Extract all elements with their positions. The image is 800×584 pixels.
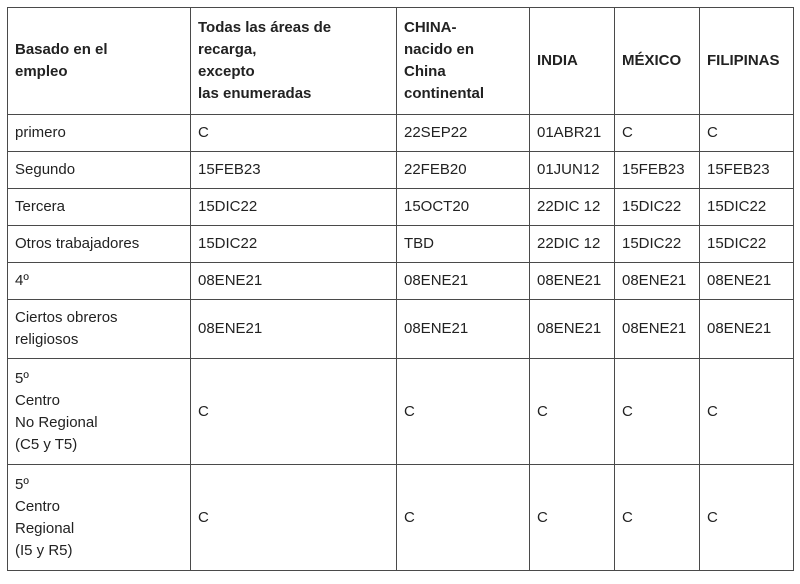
table-row [8, 300, 794, 359]
cell-all-areas: 08ENE21 [191, 263, 397, 300]
header-china: CHINA- nacido en China continental [397, 8, 530, 115]
cell-china: C [397, 465, 530, 571]
cell-india: 22DIC 12 [530, 189, 615, 226]
table-row [8, 152, 794, 189]
header-row [8, 8, 794, 115]
cell-mexico: C [615, 465, 700, 571]
cell-all-areas: 15DIC22 [191, 226, 397, 263]
cell-india: 01JUN12 [530, 152, 615, 189]
cell-philippines: 15DIC22 [700, 226, 794, 263]
cell-china: 22FEB20 [397, 152, 530, 189]
cell-all-areas: 08ENE21 [191, 300, 397, 359]
cell-india: 01ABR21 [530, 115, 615, 152]
cell-india: C [530, 359, 615, 465]
cell-mexico: 15DIC22 [615, 226, 700, 263]
cell-philippines: 08ENE21 [700, 300, 794, 359]
cell-mexico: C [615, 115, 700, 152]
table-row [8, 263, 794, 300]
row-label: primero [8, 115, 191, 152]
row-label: Ciertos obreros religiosos [8, 300, 191, 359]
cell-all-areas: 15DIC22 [191, 189, 397, 226]
cell-philippines: C [700, 359, 794, 465]
cell-mexico: 08ENE21 [615, 300, 700, 359]
header-india: INDIA [530, 8, 615, 115]
table-row [8, 226, 794, 263]
cell-china: 22SEP22 [397, 115, 530, 152]
cell-mexico: C [615, 359, 700, 465]
header-category: Basado en el empleo [8, 8, 191, 115]
cell-mexico: 15FEB23 [615, 152, 700, 189]
cell-india: 22DIC 12 [530, 226, 615, 263]
cell-mexico: 08ENE21 [615, 263, 700, 300]
row-label: Tercera [8, 189, 191, 226]
table-row [8, 115, 794, 152]
header-mexico: MÉXICO [615, 8, 700, 115]
header-all-areas: Todas las áreas de recarga, excepto las enumeradas [191, 8, 397, 115]
cell-all-areas: 15FEB23 [191, 152, 397, 189]
cell-india: 08ENE21 [530, 263, 615, 300]
cell-china: 15OCT20 [397, 189, 530, 226]
row-label: 5º Centro No Regional (C5 y T5) [8, 359, 191, 465]
cell-philippines: 15DIC22 [700, 189, 794, 226]
cell-philippines: C [700, 115, 794, 152]
cell-all-areas: C [191, 359, 397, 465]
cell-china: TBD [397, 226, 530, 263]
cell-philippines: C [700, 465, 794, 571]
cell-mexico: 15DIC22 [615, 189, 700, 226]
visa-bulletin-table [7, 7, 794, 571]
table-row [8, 359, 794, 465]
cell-philippines: 15FEB23 [700, 152, 794, 189]
row-label: 4º [8, 263, 191, 300]
row-label: 5º Centro Regional (I5 y R5) [8, 465, 191, 571]
cell-all-areas: C [191, 115, 397, 152]
cell-china: 08ENE21 [397, 263, 530, 300]
cell-all-areas: C [191, 465, 397, 571]
table-row [8, 465, 794, 571]
cell-india: 08ENE21 [530, 300, 615, 359]
cell-india: C [530, 465, 615, 571]
cell-china: C [397, 359, 530, 465]
cell-china: 08ENE21 [397, 300, 530, 359]
header-philippines: FILIPINAS [700, 8, 794, 115]
cell-philippines: 08ENE21 [700, 263, 794, 300]
row-label: Segundo [8, 152, 191, 189]
row-label: Otros trabajadores [8, 226, 191, 263]
table-row [8, 189, 794, 226]
